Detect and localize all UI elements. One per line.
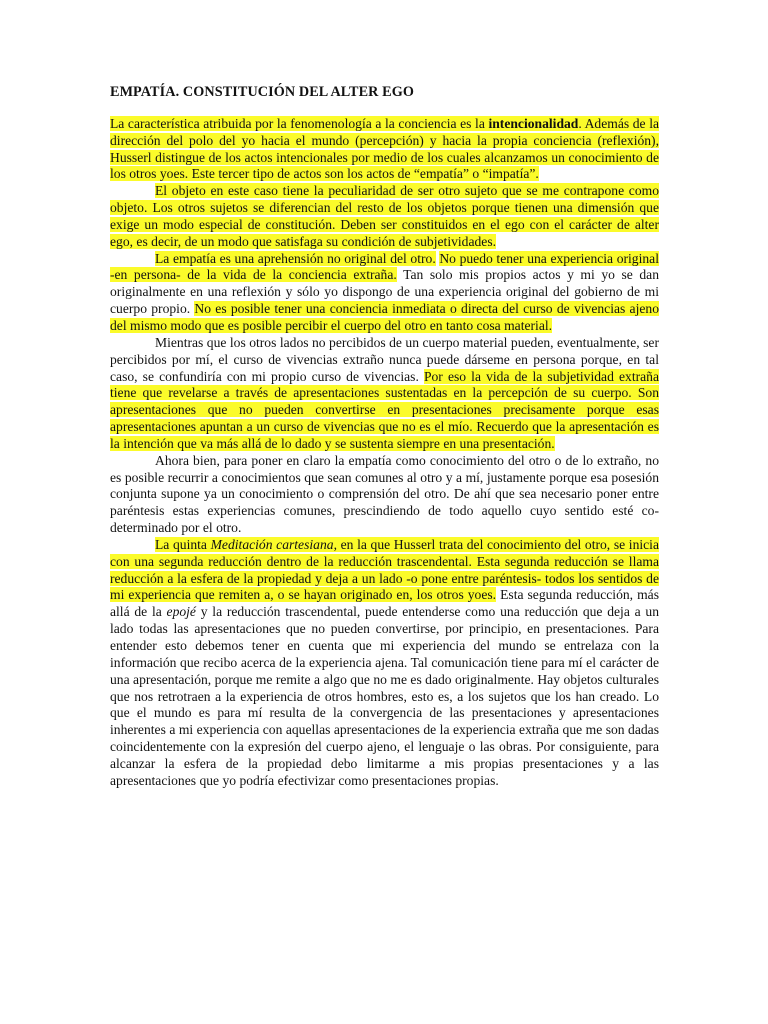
text-segment: Mientras que los otros lados no percibidos de un cuerpo material pueden, eventualmente, ser percibidos por mí, el curso de vivencias extraño nunca puede dárseme en persona porque, en tal caso, se confundiría con mi propio curso de vivencias.: [110, 334, 659, 384]
paragraph: [110, 183, 659, 250]
paragraph: [110, 251, 659, 335]
highlighted-text: Meditación cartesiana: [210, 536, 334, 552]
document-title: EMPATÍA. CONSTITUCIÓN DEL ALTER EGO: [110, 84, 414, 100]
highlighted-text: , en la que Husserl trata del conocimiento del otro, se inicia con una segunda reducción dentro de la reducción trascendental. Esta segunda reducción se llama reducción a la esfera de la propiedad y deja a un lado -o pone entre paréntesis- todos los sentidos de mi experiencia que remiten a, o se hayan originado en, los otros yoes.: [110, 536, 659, 603]
highlighted-text: Por eso la vida de la subjetividad extraña tiene que revelarse a través de apresentaciones sustentadas en la percepción de su cuerpo. Son apresentaciones que no pueden convertirse en presentaciones precisamente porque esas apresentaciones apuntan a un curso de vivencias que no es el mío. Recuerdo que la apresentación es la intención que va más allá de lo dado y se sustenta siempre en una presentación.: [110, 368, 659, 451]
highlighted-text: . Además de la dirección del polo del yo hacia el mundo (percepción) y hacia la propia conciencia (reflexión), Husserl distingue de los actos intencionales por medio de los cuales alcanzamos un conocimiento de los otros yoes. Este tercer tipo de actos son los actos de “empatía” o “impatía”.: [110, 115, 659, 182]
text-segment: Tan solo mis propios actos y mi yo se dan originalmente en una reflexión y sólo yo dispongo de una experiencia original del gobierno de mi cuerpo propio.: [110, 267, 659, 317]
document-body: [110, 116, 659, 790]
text-segment: y la reducción trascendental, puede entenderse como una reducción que deja a un lado todas las apresentaciones que no pueden convertirse, por principio, en presentaciones. Para entender esto debemos tener en cuenta que mi experiencia del mundo se entrelaza con la información que recibo acerca de la experiencia ajena. Tal comunicación tiene para mí el carácter de una apresentación, porque me remite a algo que no me es dado originalmente. Hay objetos culturales que nos retrotraen a la experiencia de otros hombres, esto es, a los sujetos que los han creado. Lo que el mundo es para mí resulta de la convergencia de las presentaciones y apresentaciones inherentes a mi experiencia con aquellas apresentaciones de la experiencia extraña que me son dadas coincidentemente con la expresión del cuerpo ajeno, el lenguaje o las obras. Por consiguiente, para alcanzar la esfera de la propiedad debo limitarme a mis propias presentaciones y a las apresentaciones que yo podría efectivizar como presentaciones propias.: [110, 604, 659, 788]
paragraph: [110, 116, 659, 183]
document-page: [110, 84, 659, 790]
highlighted-text: intencionalidad: [488, 115, 579, 131]
highlighted-text: La quinta: [155, 536, 211, 552]
text-segment: Esta segunda reducción, más allá de la: [110, 587, 659, 620]
highlighted-text: La característica atribuida por la fenomenología a la conciencia es la: [110, 115, 489, 131]
highlighted-text: No puedo tener una experiencia original -en persona- de la vida de la conciencia extraña.: [110, 250, 659, 283]
paragraph: [110, 453, 659, 537]
highlighted-text: No es posible tener una conciencia inmediata o directa del curso de vivencias ajeno del mismo modo que es posible percibir el cuerpo del otro en tanto cosa material.: [110, 301, 659, 333]
paragraph: [110, 537, 659, 790]
text-segment: epojé: [166, 604, 196, 620]
highlighted-text: El objeto en este caso tiene la peculiaridad de ser otro sujeto que se me contrapone como objeto. Los otros sujetos se diferencian del resto de los objetos porque tienen una dimensión que exige un modo especial de constitución. Deben ser constituidos en el ego con el carácter de alter ego, es decir, de un modo que satisfaga su condición de subjetividades.: [110, 183, 659, 249]
text-segment: Ahora bien, para poner en claro la empatía como conocimiento del otro o de lo extraño, no es posible recurrir a conocimientos que sean comunes al otro y a mí, justamente porque esa posesión conjunta supone ya un conocimiento o comprensión del otro. De ahí que sea necesario poner entre paréntesis estas experiencias comunes, prescindiendo de todo aquello cuyo sentido esté co-determinado por el otro.: [110, 452, 659, 536]
paragraph: [110, 335, 659, 453]
highlighted-text: La empatía es una aprehensión no original del otro.: [155, 250, 436, 266]
